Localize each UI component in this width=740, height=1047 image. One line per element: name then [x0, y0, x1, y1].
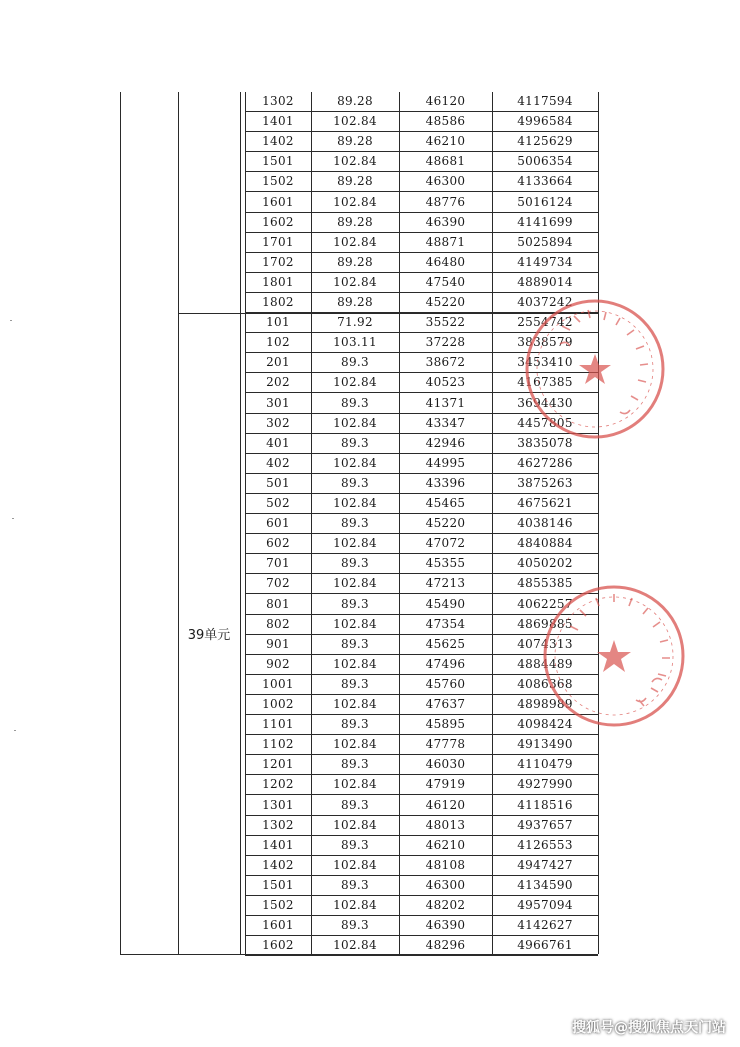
area-cell: 102.84 — [333, 898, 377, 912]
unit-price-cell: 46390 — [425, 918, 466, 933]
table-row — [245, 454, 598, 473]
area-cell: 102.84 — [333, 274, 377, 289]
room-number-cell: 1201 — [262, 757, 294, 772]
unit-price-cell: 46120 — [425, 797, 466, 812]
total-price-cell: 3453410 — [517, 355, 573, 370]
table-row — [245, 836, 598, 855]
unit-price-cell: 45220 — [425, 295, 466, 309]
area-cell: 89.3 — [341, 757, 369, 772]
unit-price-cell: 45895 — [425, 717, 466, 732]
total-price-cell: 4133664 — [517, 174, 573, 189]
room-number-cell: 902 — [266, 656, 290, 671]
room-number-cell: 101 — [266, 315, 290, 330]
area-cell: 89.28 — [337, 295, 373, 309]
table-row — [245, 92, 598, 111]
unit-price-cell: 48776 — [425, 194, 466, 209]
unit-price-cell: 46210 — [425, 134, 466, 149]
area-cell: 102.84 — [333, 496, 377, 510]
unit-price-cell: 42946 — [425, 435, 466, 450]
room-number-cell: 1002 — [262, 697, 294, 711]
area-cell: 102.84 — [333, 817, 377, 832]
total-price-cell: 3835078 — [517, 435, 573, 450]
table-row — [245, 936, 598, 955]
total-price-cell: 4840884 — [517, 536, 573, 551]
total-price-cell: 4937657 — [517, 817, 573, 832]
area-cell: 89.28 — [337, 174, 373, 189]
total-price-cell: 4074313 — [517, 636, 573, 651]
table-row — [245, 474, 598, 493]
room-number-cell: 802 — [266, 616, 290, 631]
room-number-cell: 302 — [266, 415, 290, 430]
area-cell: 89.3 — [341, 717, 369, 732]
unit-price-cell: 41371 — [425, 395, 466, 410]
area-cell: 89.3 — [341, 636, 369, 651]
area-cell: 102.84 — [333, 114, 377, 129]
area-cell: 89.3 — [341, 837, 369, 852]
table-row — [245, 273, 598, 292]
unit-price-cell: 45355 — [425, 556, 466, 571]
table-row — [245, 112, 598, 131]
room-number-cell: 1202 — [262, 777, 294, 792]
room-number-cell: 301 — [266, 395, 290, 410]
total-price-cell: 3694430 — [517, 395, 573, 410]
total-price-cell: 4126553 — [517, 837, 573, 852]
watermark: 搜狐号@搜狐焦点天门站 — [572, 1020, 726, 1036]
unit-price-cell: 47496 — [425, 656, 466, 671]
unit-price-cell: 45220 — [425, 516, 466, 531]
room-number-cell: 201 — [266, 355, 290, 370]
room-number-cell: 1601 — [262, 194, 294, 209]
room-number-cell: 1102 — [262, 737, 294, 752]
room-number-cell: 601 — [266, 516, 290, 531]
room-number-cell: 1502 — [262, 174, 294, 189]
unit-price-cell: 44995 — [425, 455, 466, 470]
room-number-cell: 501 — [266, 475, 290, 490]
unit-price-cell: 48681 — [425, 154, 466, 169]
building-column-divider — [178, 92, 179, 954]
table-row — [245, 132, 598, 151]
area-cell: 102.84 — [333, 616, 377, 631]
unit-price-cell: 48202 — [425, 898, 466, 912]
area-cell: 103.11 — [333, 335, 377, 350]
table-row — [245, 876, 598, 895]
unit-price-cell: 48871 — [425, 234, 466, 249]
unit-price-cell: 45465 — [425, 496, 466, 510]
area-cell: 89.3 — [341, 877, 369, 892]
room-number-cell: 202 — [266, 375, 290, 390]
room-number-cell: 1702 — [262, 254, 294, 269]
area-cell: 89.28 — [337, 254, 373, 269]
table-row — [245, 233, 598, 252]
row-divider — [245, 955, 598, 956]
area-cell: 102.84 — [333, 656, 377, 671]
area-cell: 89.3 — [341, 918, 369, 933]
room-number-cell: 801 — [266, 596, 290, 611]
area-cell: 71.92 — [337, 315, 373, 330]
table-row — [245, 534, 598, 553]
room-number-cell: 102 — [266, 335, 290, 350]
room-number-cell: 1602 — [262, 214, 294, 229]
table-left-border — [120, 92, 121, 954]
area-cell: 102.84 — [333, 375, 377, 390]
area-cell: 89.3 — [341, 395, 369, 410]
company-seal-stamp — [522, 296, 668, 442]
room-number-cell: 1602 — [262, 938, 294, 953]
area-cell: 102.84 — [333, 234, 377, 249]
area-cell: 102.84 — [333, 737, 377, 752]
area-cell: 89.3 — [341, 355, 369, 370]
room-number-cell: 1701 — [262, 234, 294, 249]
area-cell: 89.3 — [341, 596, 369, 611]
unit-price-cell: 48108 — [425, 857, 466, 872]
unit-price-cell: 40523 — [425, 375, 466, 390]
area-cell: 102.84 — [333, 938, 377, 953]
unit-price-cell: 46120 — [425, 94, 466, 108]
area-cell: 102.84 — [333, 154, 377, 169]
unit-price-cell: 45760 — [425, 676, 466, 691]
unit-price-cell: 47072 — [425, 536, 466, 551]
unit-price-cell: 46030 — [425, 757, 466, 772]
unit-price-cell: 46480 — [425, 254, 466, 269]
table-row — [245, 856, 598, 875]
scan-speck — [14, 730, 16, 731]
area-cell: 102.84 — [333, 777, 377, 792]
unit-price-cell: 46390 — [425, 214, 466, 229]
room-number-cell: 1502 — [262, 898, 294, 912]
total-price-cell: 4050202 — [517, 556, 573, 571]
room-number-cell: 1402 — [262, 857, 294, 872]
table-row — [245, 775, 598, 794]
room-number-cell: 502 — [266, 496, 290, 510]
total-price-cell: 4142627 — [517, 918, 573, 933]
total-price-cell: 4110479 — [517, 757, 573, 772]
room-number-cell: 1501 — [262, 877, 294, 892]
area-cell: 102.84 — [333, 857, 377, 872]
total-price-cell: 5025894 — [517, 234, 573, 249]
area-cell: 89.3 — [341, 475, 369, 490]
total-price-cell: 3838579 — [517, 335, 573, 350]
total-price-cell: 4167385 — [517, 375, 573, 390]
total-price-cell: 4855385 — [517, 576, 573, 591]
room-number-cell: 402 — [266, 455, 290, 470]
room-number-cell: 1802 — [262, 295, 294, 309]
total-price-cell: 4125629 — [517, 134, 573, 149]
room-number-cell: 1401 — [262, 837, 294, 852]
table-row — [245, 514, 598, 533]
area-cell: 102.84 — [333, 455, 377, 470]
table-row — [245, 896, 598, 915]
room-number-cell: 1302 — [262, 94, 294, 108]
table-row — [245, 735, 598, 754]
area-cell: 89.3 — [341, 556, 369, 571]
room-number-cell: 1601 — [262, 918, 294, 933]
room-number-cell: 901 — [266, 636, 290, 651]
room-number-cell: 1301 — [262, 797, 294, 812]
unit-price-cell: 48013 — [425, 817, 466, 832]
total-price-cell: 2554742 — [517, 315, 573, 330]
scan-speck — [12, 518, 14, 519]
room-number-cell: 401 — [266, 435, 290, 450]
table-row — [245, 816, 598, 835]
unit-price-cell: 47919 — [425, 777, 466, 792]
total-price-cell: 5006354 — [517, 154, 573, 169]
unit-price-cell: 45490 — [425, 596, 466, 611]
table-row — [245, 193, 598, 212]
area-cell: 89.28 — [337, 214, 373, 229]
total-price-cell: 4457805 — [517, 415, 573, 430]
unit-price-cell: 47213 — [425, 576, 466, 591]
table-row — [245, 494, 598, 513]
room-number-cell: 1302 — [262, 817, 294, 832]
total-price-cell: 4966761 — [517, 938, 573, 953]
unit-price-cell: 47540 — [425, 274, 466, 289]
area-cell: 89.28 — [337, 94, 373, 108]
total-price-cell: 4889014 — [517, 274, 573, 289]
total-price-cell: 4957094 — [517, 898, 573, 912]
scan-speck — [10, 320, 12, 321]
total-price-cell: 4898989 — [517, 697, 573, 711]
area-cell: 89.3 — [341, 516, 369, 531]
unit-price-cell: 38672 — [425, 355, 466, 370]
unit-price-cell: 45625 — [425, 636, 466, 651]
unit-price-cell: 47637 — [425, 697, 466, 711]
table-right-border — [598, 92, 599, 954]
area-cell: 89.3 — [341, 797, 369, 812]
total-price-cell: 4038146 — [517, 516, 573, 531]
table-row — [245, 755, 598, 774]
total-price-cell: 4869885 — [517, 616, 573, 631]
room-number-cell: 1401 — [262, 114, 294, 129]
unit-price-cell: 46300 — [425, 877, 466, 892]
unit-price-cell: 48296 — [425, 938, 466, 953]
area-cell: 102.84 — [333, 576, 377, 591]
unit-price-cell: 43347 — [425, 415, 466, 430]
total-price-cell: 3875263 — [517, 475, 573, 490]
table-row — [245, 213, 598, 232]
table-row — [245, 172, 598, 191]
total-price-cell: 4141699 — [517, 214, 573, 229]
room-number-cell: 1402 — [262, 134, 294, 149]
unit-price-cell: 43396 — [425, 475, 466, 490]
unit-price-cell: 46210 — [425, 837, 466, 852]
total-price-cell: 4996584 — [517, 114, 573, 129]
room-number-cell: 1501 — [262, 154, 294, 169]
total-price-cell: 4927990 — [517, 777, 573, 792]
total-price-cell: 4884489 — [517, 656, 573, 671]
area-cell: 89.28 — [337, 134, 373, 149]
total-price-cell: 4117594 — [517, 94, 573, 108]
table-row — [245, 253, 598, 272]
room-number-cell: 1001 — [262, 676, 294, 691]
unit-price-cell: 37228 — [425, 335, 466, 350]
total-price-cell: 4086368 — [517, 676, 573, 691]
total-price-cell: 4947427 — [517, 857, 573, 872]
table-row — [245, 152, 598, 171]
total-price-cell: 4118516 — [517, 797, 573, 812]
table-row — [245, 796, 598, 815]
total-price-cell: 5016124 — [517, 194, 573, 209]
unit-price-cell: 46300 — [425, 174, 466, 189]
unit-column-divider — [240, 92, 241, 954]
total-price-cell: 4134590 — [517, 877, 573, 892]
area-cell: 102.84 — [333, 194, 377, 209]
room-number-cell: 1101 — [262, 717, 294, 732]
area-cell: 102.84 — [333, 415, 377, 430]
area-cell: 89.3 — [341, 435, 369, 450]
total-price-cell: 4627286 — [517, 455, 573, 470]
area-cell: 102.84 — [333, 697, 377, 711]
table-row — [245, 916, 598, 935]
room-number-cell: 701 — [266, 556, 290, 571]
unit-price-cell: 35522 — [425, 315, 466, 330]
table-row — [245, 554, 598, 573]
total-price-cell: 4675621 — [517, 496, 573, 510]
room-number-cell: 702 — [266, 576, 290, 591]
company-seal-stamp-2 — [540, 582, 688, 730]
unit-price-cell: 48586 — [425, 114, 466, 129]
total-price-cell: 4098424 — [517, 717, 573, 732]
area-cell: 89.3 — [341, 676, 369, 691]
room-number-cell: 602 — [266, 536, 290, 551]
room-number-cell: 1801 — [262, 274, 294, 289]
unit-price-cell: 47354 — [425, 616, 466, 631]
unit-label: 39单元 — [187, 628, 231, 643]
total-price-cell: 4913490 — [517, 737, 573, 752]
total-price-cell: 4149734 — [517, 254, 573, 269]
total-price-cell: 4037242 — [517, 295, 573, 309]
area-cell: 102.84 — [333, 536, 377, 551]
total-price-cell: 4062257 — [517, 596, 573, 611]
unit-price-cell: 47778 — [425, 737, 466, 752]
